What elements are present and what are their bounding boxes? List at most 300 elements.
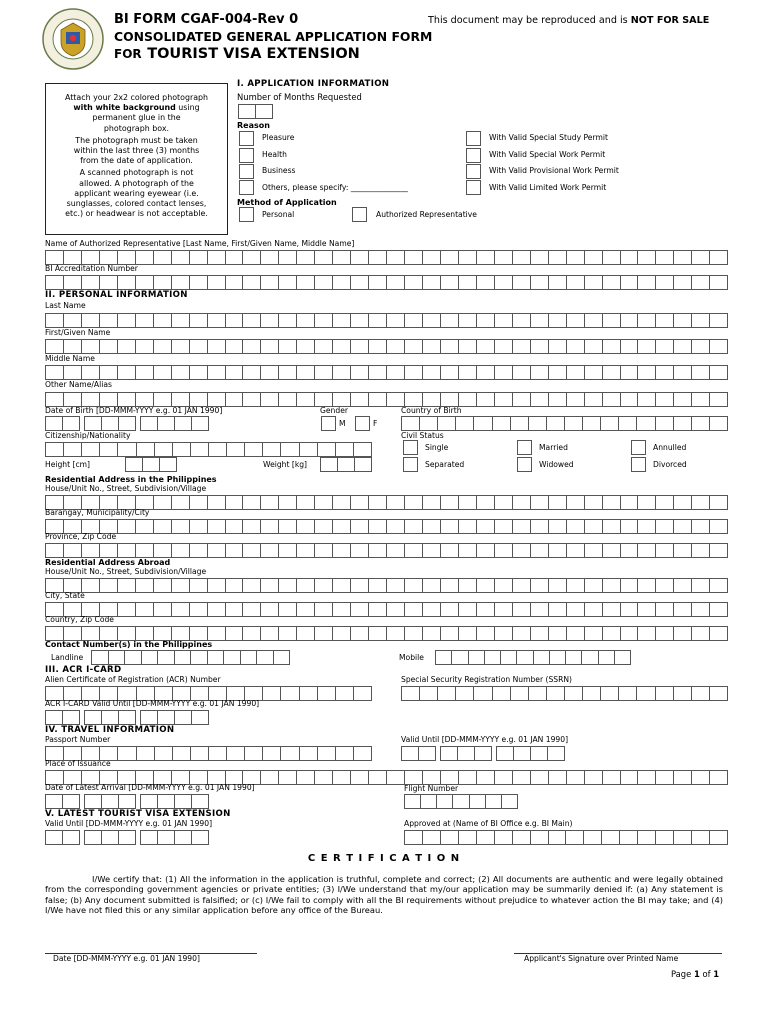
character-cell[interactable] xyxy=(710,626,728,641)
character-cell[interactable] xyxy=(351,578,369,593)
character-cell[interactable] xyxy=(549,830,567,845)
character-cell[interactable] xyxy=(351,275,369,290)
character-cell[interactable] xyxy=(333,495,351,510)
character-cell[interactable] xyxy=(243,392,261,407)
character-cell[interactable] xyxy=(405,602,423,617)
character-cell[interactable] xyxy=(355,457,372,472)
character-cell[interactable] xyxy=(419,746,436,761)
character-cell[interactable] xyxy=(566,650,582,665)
character-cell[interactable] xyxy=(692,365,710,380)
character-cell[interactable] xyxy=(208,543,226,558)
character-cell[interactable] xyxy=(531,519,549,534)
character-cell[interactable] xyxy=(638,543,656,558)
character-cell[interactable] xyxy=(208,495,226,510)
character-cell[interactable] xyxy=(118,313,136,328)
character-cell[interactable] xyxy=(601,416,619,431)
character-cell[interactable] xyxy=(585,626,603,641)
character-cell[interactable] xyxy=(420,416,438,431)
character-cell[interactable] xyxy=(423,250,441,265)
character-cell[interactable] xyxy=(603,578,621,593)
character-cell[interactable] xyxy=(136,339,154,354)
character-cell[interactable] xyxy=(710,770,728,785)
character-cell[interactable] xyxy=(154,339,172,354)
character-cell[interactable] xyxy=(638,495,656,510)
character-cell[interactable] xyxy=(261,313,279,328)
acr-valid-day-field[interactable] xyxy=(45,710,80,725)
character-cell[interactable] xyxy=(369,602,387,617)
character-cell[interactable] xyxy=(710,392,728,407)
character-cell[interactable] xyxy=(102,830,119,845)
character-cell[interactable] xyxy=(405,519,423,534)
middle-name-field[interactable] xyxy=(45,365,728,380)
character-cell[interactable] xyxy=(585,250,603,265)
character-cell[interactable] xyxy=(638,578,656,593)
character-cell[interactable] xyxy=(656,275,674,290)
character-cell[interactable] xyxy=(64,275,82,290)
character-cell[interactable] xyxy=(190,578,208,593)
character-cell[interactable] xyxy=(261,602,279,617)
character-cell[interactable] xyxy=(402,416,420,431)
character-cell[interactable] xyxy=(46,416,63,431)
character-cell[interactable] xyxy=(405,830,423,845)
character-cell[interactable] xyxy=(692,416,710,431)
character-cell[interactable] xyxy=(387,495,405,510)
flight-number-field[interactable] xyxy=(404,794,518,809)
bi-accreditation-field[interactable] xyxy=(45,275,728,290)
character-cell[interactable] xyxy=(549,626,567,641)
character-cell[interactable] xyxy=(420,686,438,701)
character-cell[interactable] xyxy=(387,275,405,290)
character-cell[interactable] xyxy=(423,495,441,510)
res-abroad-house-field[interactable] xyxy=(45,578,728,593)
character-cell[interactable] xyxy=(158,416,175,431)
character-cell[interactable] xyxy=(674,392,692,407)
character-cell[interactable] xyxy=(82,392,100,407)
character-cell[interactable] xyxy=(369,770,387,785)
character-cell[interactable] xyxy=(692,313,710,328)
character-cell[interactable] xyxy=(603,495,621,510)
character-cell[interactable] xyxy=(85,416,102,431)
character-cell[interactable] xyxy=(549,495,567,510)
character-cell[interactable] xyxy=(638,830,656,845)
character-cell[interactable] xyxy=(315,495,333,510)
character-cell[interactable] xyxy=(82,365,100,380)
character-cell[interactable] xyxy=(125,650,142,665)
character-cell[interactable] xyxy=(315,339,333,354)
character-cell[interactable] xyxy=(459,495,477,510)
character-cell[interactable] xyxy=(656,495,674,510)
weight-field[interactable] xyxy=(320,457,372,472)
character-cell[interactable] xyxy=(511,416,529,431)
character-cell[interactable] xyxy=(208,339,226,354)
character-cell[interactable] xyxy=(136,543,154,558)
character-cell[interactable] xyxy=(567,602,585,617)
character-cell[interactable] xyxy=(154,543,172,558)
character-cell[interactable] xyxy=(118,519,136,534)
character-cell[interactable] xyxy=(154,519,172,534)
character-cell[interactable] xyxy=(387,313,405,328)
character-cell[interactable] xyxy=(692,830,710,845)
character-cell[interactable] xyxy=(172,250,190,265)
character-cell[interactable] xyxy=(172,392,190,407)
character-cell[interactable] xyxy=(638,770,656,785)
reason-health-checkbox[interactable] xyxy=(239,148,254,163)
character-cell[interactable] xyxy=(495,339,513,354)
character-cell[interactable] xyxy=(638,313,656,328)
character-cell[interactable] xyxy=(531,275,549,290)
character-cell[interactable] xyxy=(531,392,549,407)
reason-provisional-permit-checkbox[interactable] xyxy=(466,164,481,179)
character-cell[interactable] xyxy=(531,339,549,354)
character-cell[interactable] xyxy=(459,392,477,407)
character-cell[interactable] xyxy=(441,543,459,558)
character-cell[interactable] xyxy=(567,543,585,558)
character-cell[interactable] xyxy=(477,519,495,534)
character-cell[interactable] xyxy=(154,578,172,593)
character-cell[interactable] xyxy=(172,339,190,354)
character-cell[interactable] xyxy=(603,275,621,290)
character-cell[interactable] xyxy=(387,392,405,407)
character-cell[interactable] xyxy=(351,770,369,785)
character-cell[interactable] xyxy=(692,626,710,641)
character-cell[interactable] xyxy=(118,602,136,617)
character-cell[interactable] xyxy=(100,275,118,290)
character-cell[interactable] xyxy=(565,686,583,701)
character-cell[interactable] xyxy=(172,578,190,593)
character-cell[interactable] xyxy=(137,746,155,761)
character-cell[interactable] xyxy=(118,746,136,761)
province-field[interactable] xyxy=(45,543,728,558)
character-cell[interactable] xyxy=(208,275,226,290)
character-cell[interactable] xyxy=(141,794,158,809)
character-cell[interactable] xyxy=(279,543,297,558)
character-cell[interactable] xyxy=(513,578,531,593)
character-cell[interactable] xyxy=(118,275,136,290)
character-cell[interactable] xyxy=(46,830,63,845)
character-cell[interactable] xyxy=(549,250,567,265)
character-cell[interactable] xyxy=(190,250,208,265)
character-cell[interactable] xyxy=(136,392,154,407)
character-cell[interactable] xyxy=(710,365,728,380)
character-cell[interactable] xyxy=(158,650,175,665)
character-cell[interactable] xyxy=(621,626,639,641)
character-cell[interactable] xyxy=(154,392,172,407)
character-cell[interactable] xyxy=(456,416,474,431)
character-cell[interactable] xyxy=(136,365,154,380)
approved-at-field[interactable] xyxy=(404,830,728,845)
character-cell[interactable] xyxy=(459,602,477,617)
character-cell[interactable] xyxy=(441,495,459,510)
character-cell[interactable] xyxy=(656,339,674,354)
character-cell[interactable] xyxy=(279,626,297,641)
extension-valid-day-field[interactable] xyxy=(45,830,80,845)
character-cell[interactable] xyxy=(495,770,513,785)
civil-married-checkbox[interactable] xyxy=(517,440,532,455)
character-cell[interactable] xyxy=(656,686,674,701)
character-cell[interactable] xyxy=(64,626,82,641)
character-cell[interactable] xyxy=(118,339,136,354)
arrival-year-field[interactable] xyxy=(140,794,209,809)
character-cell[interactable] xyxy=(192,830,209,845)
city-state-field[interactable] xyxy=(45,602,728,617)
character-cell[interactable] xyxy=(615,650,631,665)
character-cell[interactable] xyxy=(513,339,531,354)
character-cell[interactable] xyxy=(486,794,502,809)
character-cell[interactable] xyxy=(351,626,369,641)
character-cell[interactable] xyxy=(441,392,459,407)
character-cell[interactable] xyxy=(82,543,100,558)
character-cell[interactable] xyxy=(191,746,209,761)
character-cell[interactable] xyxy=(82,626,100,641)
character-cell[interactable] xyxy=(423,543,441,558)
character-cell[interactable] xyxy=(318,442,336,457)
last-name-field[interactable] xyxy=(45,313,728,328)
months-requested-field[interactable] xyxy=(238,104,273,119)
character-cell[interactable] xyxy=(531,770,549,785)
character-cell[interactable] xyxy=(402,746,419,761)
character-cell[interactable] xyxy=(173,746,191,761)
character-cell[interactable] xyxy=(136,313,154,328)
character-cell[interactable] xyxy=(656,392,674,407)
dob-day-field[interactable] xyxy=(45,416,80,431)
civil-divorced-checkbox[interactable] xyxy=(631,457,646,472)
character-cell[interactable] xyxy=(351,543,369,558)
character-cell[interactable] xyxy=(423,275,441,290)
character-cell[interactable] xyxy=(279,339,297,354)
character-cell[interactable] xyxy=(351,339,369,354)
character-cell[interactable] xyxy=(263,686,281,701)
reason-study-permit-checkbox[interactable] xyxy=(466,131,481,146)
character-cell[interactable] xyxy=(315,602,333,617)
character-cell[interactable] xyxy=(513,543,531,558)
character-cell[interactable] xyxy=(567,365,585,380)
character-cell[interactable] xyxy=(549,313,567,328)
character-cell[interactable] xyxy=(531,578,549,593)
character-cell[interactable] xyxy=(172,543,190,558)
character-cell[interactable] xyxy=(119,794,136,809)
character-cell[interactable] xyxy=(585,313,603,328)
character-cell[interactable] xyxy=(336,746,354,761)
character-cell[interactable] xyxy=(436,650,452,665)
character-cell[interactable] xyxy=(674,365,692,380)
character-cell[interactable] xyxy=(175,794,192,809)
character-cell[interactable] xyxy=(477,392,495,407)
character-cell[interactable] xyxy=(459,250,477,265)
character-cell[interactable] xyxy=(620,830,638,845)
character-cell[interactable] xyxy=(459,339,477,354)
character-cell[interactable] xyxy=(387,519,405,534)
character-cell[interactable] xyxy=(674,416,692,431)
character-cell[interactable] xyxy=(585,519,603,534)
character-cell[interactable] xyxy=(549,392,567,407)
character-cell[interactable] xyxy=(226,519,244,534)
character-cell[interactable] xyxy=(387,770,405,785)
character-cell[interactable] xyxy=(190,275,208,290)
character-cell[interactable] xyxy=(567,275,585,290)
character-cell[interactable] xyxy=(243,578,261,593)
passport-valid-month-field[interactable] xyxy=(440,746,492,761)
character-cell[interactable] xyxy=(64,442,82,457)
character-cell[interactable] xyxy=(64,313,82,328)
character-cell[interactable] xyxy=(100,543,118,558)
character-cell[interactable] xyxy=(513,313,531,328)
character-cell[interactable] xyxy=(109,650,126,665)
rep-name-field[interactable] xyxy=(45,250,728,265)
character-cell[interactable] xyxy=(351,250,369,265)
character-cell[interactable] xyxy=(102,710,119,725)
character-cell[interactable] xyxy=(100,626,118,641)
character-cell[interactable] xyxy=(119,710,136,725)
character-cell[interactable] xyxy=(333,626,351,641)
character-cell[interactable] xyxy=(227,442,245,457)
character-cell[interactable] xyxy=(102,794,119,809)
character-cell[interactable] xyxy=(333,275,351,290)
character-cell[interactable] xyxy=(46,543,64,558)
character-cell[interactable] xyxy=(136,519,154,534)
character-cell[interactable] xyxy=(279,602,297,617)
character-cell[interactable] xyxy=(485,650,501,665)
character-cell[interactable] xyxy=(208,250,226,265)
character-cell[interactable] xyxy=(154,250,172,265)
character-cell[interactable] xyxy=(549,339,567,354)
character-cell[interactable] xyxy=(243,275,261,290)
character-cell[interactable] xyxy=(477,365,495,380)
character-cell[interactable] xyxy=(208,365,226,380)
character-cell[interactable] xyxy=(692,578,710,593)
character-cell[interactable] xyxy=(261,250,279,265)
character-cell[interactable] xyxy=(245,746,263,761)
character-cell[interactable] xyxy=(279,275,297,290)
character-cell[interactable] xyxy=(102,416,119,431)
passport-valid-year-field[interactable] xyxy=(496,746,565,761)
extension-valid-month-field[interactable] xyxy=(84,830,136,845)
character-cell[interactable] xyxy=(315,543,333,558)
character-cell[interactable] xyxy=(531,626,549,641)
character-cell[interactable] xyxy=(453,794,469,809)
character-cell[interactable] xyxy=(656,416,674,431)
character-cell[interactable] xyxy=(441,313,459,328)
character-cell[interactable] xyxy=(172,365,190,380)
character-cell[interactable] xyxy=(118,392,136,407)
character-cell[interactable] xyxy=(549,275,567,290)
civil-single-checkbox[interactable] xyxy=(403,440,418,455)
character-cell[interactable] xyxy=(517,650,533,665)
character-cell[interactable] xyxy=(549,770,567,785)
character-cell[interactable] xyxy=(226,543,244,558)
character-cell[interactable] xyxy=(208,313,226,328)
character-cell[interactable] xyxy=(710,686,728,701)
character-cell[interactable] xyxy=(281,686,299,701)
character-cell[interactable] xyxy=(549,578,567,593)
character-cell[interactable] xyxy=(154,626,172,641)
character-cell[interactable] xyxy=(158,710,175,725)
character-cell[interactable] xyxy=(354,442,372,457)
character-cell[interactable] xyxy=(315,578,333,593)
character-cell[interactable] xyxy=(243,626,261,641)
character-cell[interactable] xyxy=(437,794,453,809)
character-cell[interactable] xyxy=(46,339,64,354)
character-cell[interactable] xyxy=(154,275,172,290)
character-cell[interactable] xyxy=(477,602,495,617)
character-cell[interactable] xyxy=(603,339,621,354)
character-cell[interactable] xyxy=(63,416,80,431)
character-cell[interactable] xyxy=(333,519,351,534)
character-cell[interactable] xyxy=(583,416,601,431)
character-cell[interactable] xyxy=(209,442,227,457)
character-cell[interactable] xyxy=(441,830,459,845)
character-cell[interactable] xyxy=(405,275,423,290)
character-cell[interactable] xyxy=(674,313,692,328)
character-cell[interactable] xyxy=(46,275,64,290)
character-cell[interactable] xyxy=(209,746,227,761)
character-cell[interactable] xyxy=(493,416,511,431)
character-cell[interactable] xyxy=(190,339,208,354)
character-cell[interactable] xyxy=(621,578,639,593)
character-cell[interactable] xyxy=(226,495,244,510)
character-cell[interactable] xyxy=(315,626,333,641)
character-cell[interactable] xyxy=(674,519,692,534)
character-cell[interactable] xyxy=(257,650,274,665)
character-cell[interactable] xyxy=(321,457,338,472)
character-cell[interactable] xyxy=(155,442,173,457)
character-cell[interactable] xyxy=(118,578,136,593)
character-cell[interactable] xyxy=(441,626,459,641)
character-cell[interactable] xyxy=(674,602,692,617)
passport-valid-day-field[interactable] xyxy=(401,746,436,761)
character-cell[interactable] xyxy=(300,746,318,761)
character-cell[interactable] xyxy=(529,416,547,431)
other-name-field[interactable] xyxy=(45,392,728,407)
character-cell[interactable] xyxy=(297,339,315,354)
character-cell[interactable] xyxy=(279,495,297,510)
character-cell[interactable] xyxy=(315,365,333,380)
character-cell[interactable] xyxy=(423,578,441,593)
character-cell[interactable] xyxy=(459,313,477,328)
character-cell[interactable] xyxy=(227,746,245,761)
country-zip-field[interactable] xyxy=(45,626,728,641)
character-cell[interactable] xyxy=(46,313,64,328)
character-cell[interactable] xyxy=(279,365,297,380)
character-cell[interactable] xyxy=(423,830,441,845)
character-cell[interactable] xyxy=(621,519,639,534)
character-cell[interactable] xyxy=(261,365,279,380)
character-cell[interactable] xyxy=(550,650,566,665)
character-cell[interactable] xyxy=(456,686,474,701)
character-cell[interactable] xyxy=(172,626,190,641)
character-cell[interactable] xyxy=(405,250,423,265)
character-cell[interactable] xyxy=(710,416,728,431)
character-cell[interactable] xyxy=(423,770,441,785)
character-cell[interactable] xyxy=(192,794,209,809)
character-cell[interactable] xyxy=(354,746,372,761)
character-cell[interactable] xyxy=(142,650,159,665)
character-cell[interactable] xyxy=(656,543,674,558)
character-cell[interactable] xyxy=(470,794,486,809)
character-cell[interactable] xyxy=(281,442,299,457)
character-cell[interactable] xyxy=(387,250,405,265)
gender-m-checkbox[interactable] xyxy=(321,416,336,431)
reason-others-checkbox[interactable] xyxy=(239,180,254,195)
character-cell[interactable] xyxy=(423,339,441,354)
character-cell[interactable] xyxy=(46,392,64,407)
character-cell[interactable] xyxy=(656,602,674,617)
character-cell[interactable] xyxy=(100,392,118,407)
character-cell[interactable] xyxy=(64,339,82,354)
character-cell[interactable] xyxy=(603,313,621,328)
character-cell[interactable] xyxy=(621,275,639,290)
character-cell[interactable] xyxy=(243,250,261,265)
character-cell[interactable] xyxy=(474,686,492,701)
